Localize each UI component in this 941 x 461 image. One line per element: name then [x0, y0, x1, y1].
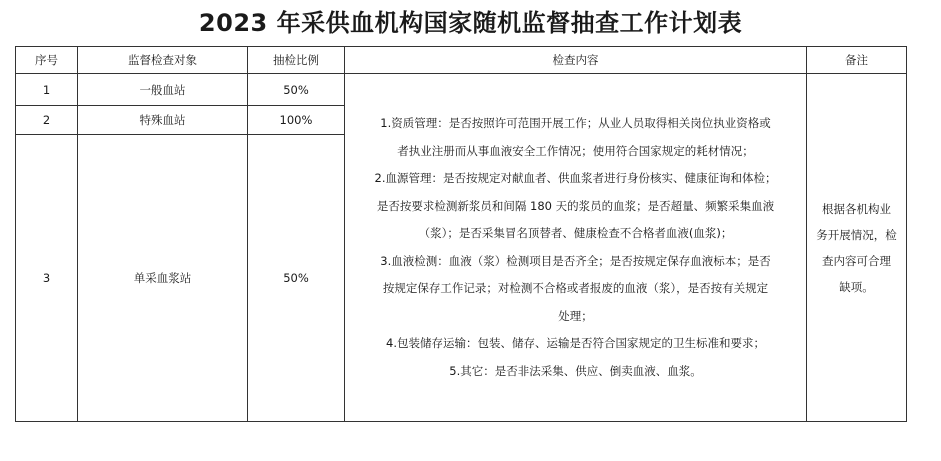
inspection-plan-table — [15, 46, 907, 422]
row-target: 特殊血站 — [78, 106, 248, 135]
content-line: （浆）；是否采集冒名顶替者、健康检查不合格者血液(血浆)； — [418, 226, 733, 240]
content-line: 是否按要求检测新浆员和间隔 180 天的浆员的血浆；是否超量、频繁采集血液 — [376, 198, 775, 213]
content-line: 1.资质管理：是否按照许可范围开展工作；从业人员取得相关岗位执业资格或 — [380, 116, 771, 130]
content-line: 3.血液检测：血液（浆）检测项目是否齐全；是否按规定保存血液标本；是否 — [380, 253, 771, 268]
remark-line: 查内容可合理 — [822, 253, 891, 268]
header-content: 检查内容 — [345, 47, 807, 74]
row-target: 单采血浆站 — [78, 135, 248, 422]
row-ratio: 50% — [248, 135, 345, 422]
row-ratio: 50% — [248, 74, 345, 106]
content-line: 者执业注册而从事血液安全工作情况；使用符合国家规定的耗材情况； — [397, 143, 754, 158]
inspection-content-cell — [345, 74, 807, 422]
header-seq: 序号 — [16, 47, 78, 74]
header-remark: 备注 — [807, 47, 907, 74]
content-line: 按规定保存工作记录；对检测不合格或者报废的血液（浆），是否按有关规定 — [382, 281, 769, 295]
header-target: 监督检查对象 — [78, 47, 248, 74]
table-row — [16, 74, 907, 106]
content-line: 2.血源管理：是否按规定对献血者、供血浆者进行身份核实、健康征询和体检； — [374, 171, 777, 185]
row-ratio: 100% — [248, 106, 345, 135]
remark-text — [816, 196, 897, 300]
table-header-row — [16, 47, 907, 74]
remark-line: 缺项。 — [839, 279, 874, 294]
header-ratio: 抽检比例 — [248, 47, 345, 74]
remark-line: 根据各机构业 — [822, 201, 891, 216]
remark-cell — [807, 74, 907, 422]
row-seq: 2 — [16, 106, 78, 135]
content-line: 5.其它：是否非法采集、供应、倒卖血液、血浆。 — [449, 363, 702, 378]
content-line: 处理； — [558, 308, 593, 323]
remark-line: 务开展情况，检 — [816, 227, 897, 242]
page-title: 2023 年采供血机构国家随机监督抽查工作计划表 — [198, 9, 743, 37]
row-target: 一般血站 — [78, 74, 248, 106]
row-seq: 3 — [16, 135, 78, 422]
row-seq: 1 — [16, 74, 78, 106]
content-line: 4.包装储存运输：包装、储存、运输是否符合国家规定的卫生标准和要求； — [386, 336, 765, 350]
